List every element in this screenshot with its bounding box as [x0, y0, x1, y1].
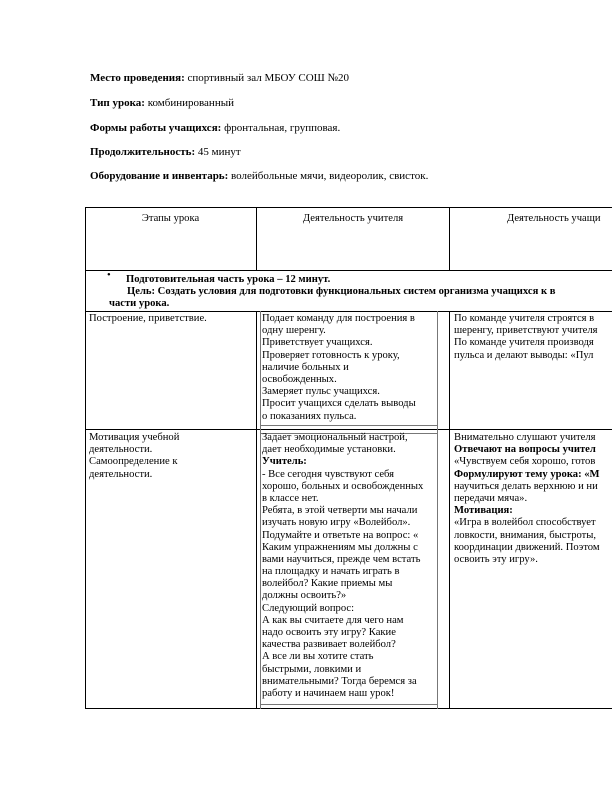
row1-teacher-line: наличие больных и	[262, 361, 349, 373]
table-border-bottom	[85, 708, 612, 709]
row2-teacher-line: надо освоить эту игру? Какие	[262, 627, 396, 638]
info-duration-value: 45 минут	[195, 146, 241, 158]
row2-teacher-line: изучать новую игру «Волейбол».	[262, 517, 411, 529]
row2-students-line: Формулируют тему урока: «М	[454, 468, 600, 480]
row2-teacher-line: быстрыми, ловкими и	[262, 663, 362, 675]
info-work-forms	[90, 122, 340, 134]
row2-teacher-line: должны освоить?»	[262, 590, 347, 602]
info-duration	[90, 146, 241, 158]
header-student-activity: Деятельность учащи	[507, 213, 601, 224]
section-bullet: •	[107, 270, 111, 281]
row2-students-line: научиться делать верхнюю и ни	[454, 480, 598, 492]
row1-bottom-border	[85, 429, 612, 430]
info-location-label: Место проведения:	[90, 72, 185, 84]
row2-students-line: освоить эту игру».	[454, 553, 538, 565]
row1-inner-line	[260, 425, 438, 426]
row2-teacher-line: качества развивает волейбол?	[262, 639, 396, 651]
row2-teacher-line: А как вы считаете для чего нам	[262, 614, 404, 626]
row2-teacher-line: в классе нет.	[262, 492, 319, 504]
row2-teacher-line: - Все сегодня чувствуют себя	[262, 468, 395, 480]
row2-stage-line: деятельности.	[89, 444, 153, 456]
lesson-table	[85, 207, 612, 709]
col1-inner-line	[260, 311, 261, 709]
row2-bottom-inner-line	[260, 704, 438, 705]
row2-teacher-line: Каким упражнениям мы должны с	[262, 541, 418, 553]
section-title: Подготовительная часть урока – 12 минут.	[126, 274, 331, 285]
row2-students-line: передачи мяча».	[454, 492, 528, 504]
row1-students-cell	[454, 313, 598, 362]
section-goal-line1: Цель: Создать условия для подготовки функциональных систем организма учащихся к в	[127, 286, 556, 297]
col1-divider	[256, 311, 257, 709]
row2-stage-cell	[89, 432, 179, 481]
row1-teacher-line: о показаниях пульса.	[262, 410, 357, 422]
header-bottom-border	[85, 270, 612, 271]
row2-teacher-line: на площадку и начать играть в	[262, 566, 400, 578]
row2-teacher-line: Подумайте и ответьте на вопрос: «	[262, 529, 419, 541]
row2-students-line: Внимательно слушают учителя	[454, 432, 596, 443]
table-border-top	[85, 207, 612, 208]
row2-students-cell	[454, 432, 600, 566]
row2-teacher-line: Задает эмоциональный настрой,	[262, 432, 408, 443]
row2-teacher-line: вами научиться, прежде чем встать	[262, 553, 421, 565]
row2-teacher-line: работу и начинаем наш урок!	[262, 687, 395, 699]
row1-students-line: По команде учителя производя	[454, 337, 594, 349]
row2-students-line: «Игра в волейбол способствует	[454, 517, 596, 529]
row2-teacher-line: внимательными? Тогда беремся за	[262, 675, 417, 687]
row2-stage-line: деятельности.	[89, 468, 153, 480]
table-border-left	[85, 207, 86, 709]
info-location	[90, 72, 349, 84]
row2-stage-line: Самоопределение к	[89, 456, 178, 468]
row2-stage-line: Мотивация учебной	[89, 432, 180, 443]
info-work-forms-label: Формы работы учащихся:	[90, 122, 222, 134]
info-lesson-type	[90, 97, 234, 109]
col2-divider	[449, 311, 450, 709]
info-equipment-label: Оборудование и инвентарь:	[90, 170, 229, 182]
section-goal-line2: части урока.	[109, 298, 170, 309]
row2-teacher-line: хорошо, больных и освобожденных	[262, 480, 424, 492]
row1-teacher-line: Замеряет пульс учащихся.	[262, 386, 380, 398]
row2-teacher-line: дает необходимые установки.	[262, 444, 396, 456]
row2-students-line: Отвечают на вопросы учител	[454, 444, 596, 456]
row2-teacher-line: волейбол? Какие приемы мы	[262, 578, 393, 590]
row2-students-line: ловкости, внимания, быстроты,	[454, 529, 597, 541]
row2-teacher-cell	[262, 432, 423, 700]
info-equipment	[90, 170, 428, 182]
row1-teacher-line: Проверяет готовность к уроку,	[262, 349, 400, 361]
info-lesson-type-label: Тип урока:	[90, 97, 145, 109]
info-duration-label: Продолжительность:	[90, 146, 196, 158]
row1-students-line: шеренгу, приветствуют учителя	[454, 325, 598, 337]
row2-students-line: «Чувствуем себя хорошо, готов	[454, 456, 596, 468]
row1-teacher-line: Просит учащихся сделать выводы	[262, 398, 416, 410]
row1-teacher-line: освобожденных.	[262, 373, 337, 385]
row1-stage-cell	[89, 313, 207, 325]
row2-students-line: Мотивация:	[454, 505, 513, 517]
row2-teacher-line: Следующий вопрос:	[262, 602, 355, 614]
row2-teacher-line: А все ли вы хотите стать	[262, 651, 374, 663]
info-work-forms-value: фронтальная, групповая.	[221, 122, 341, 134]
row2-students-line: координации движений. Поэтом	[454, 541, 600, 553]
info-lesson-type-value: комбинированный	[144, 97, 234, 109]
row1-students-line: пульса и делают выводы: «Пул	[454, 349, 594, 361]
header-teacher-activity: Деятельность учителя	[302, 213, 404, 224]
row1-stage-line: Построение, приветствие.	[89, 313, 207, 324]
header-stages: Этапы урока	[141, 213, 200, 224]
row1-teacher-line: одну шеренгу.	[262, 325, 326, 337]
row2-teacher-line: Учитель:	[262, 456, 307, 468]
section-bottom-border	[85, 311, 612, 312]
row2-teacher-line: Ребята, в этой четверти мы начали	[262, 505, 418, 517]
row1-teacher-line: Приветствует учащихся.	[262, 337, 373, 349]
info-equipment-value: волейбольные мячи, видеоролик, свисток.	[228, 170, 429, 182]
row1-students-line: По команде учителя строятся в	[454, 313, 595, 324]
info-location-value: спортивный зал МБОУ СОШ №20	[184, 72, 349, 84]
row1-teacher-line: Подает команду для построения в	[262, 313, 415, 324]
row1-teacher-cell	[262, 313, 416, 423]
col2-inner-line	[437, 311, 438, 709]
